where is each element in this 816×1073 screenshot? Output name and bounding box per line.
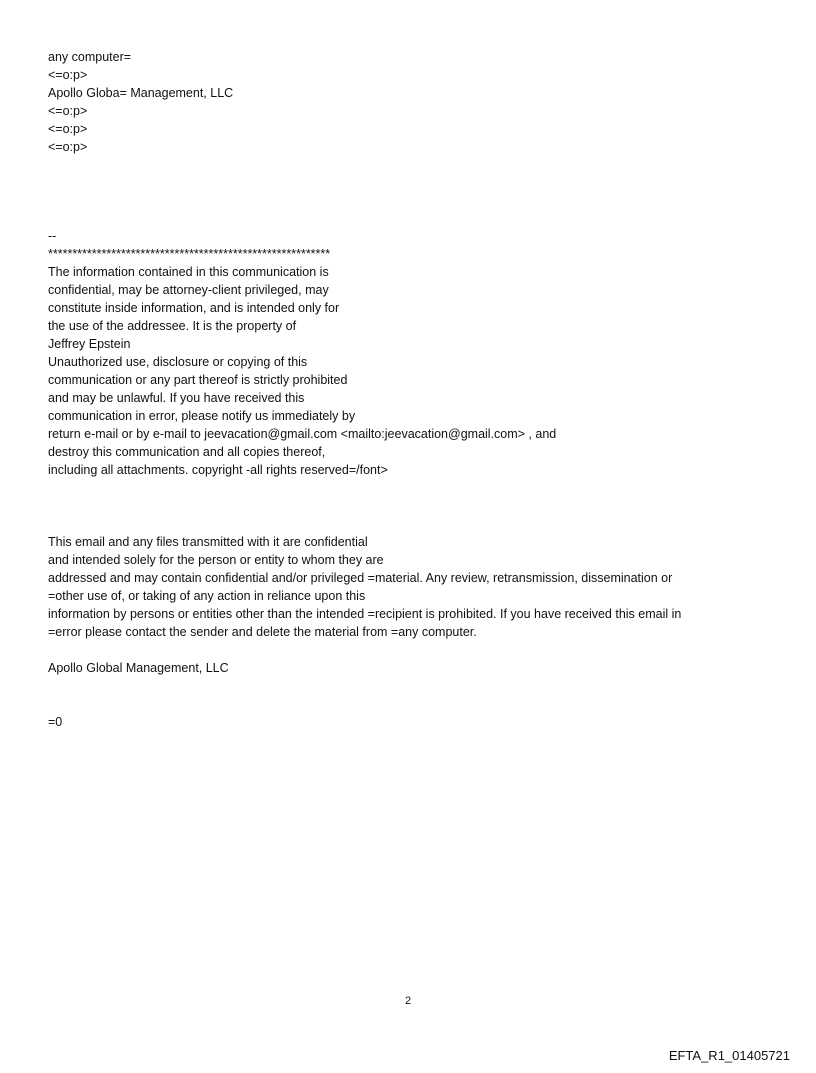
disclaimer-line: information by persons or entities other than the intended =recipient is prohibited. If you have received this email in [48,607,682,621]
text-line: <=o:p> [48,140,88,154]
separator [48,227,330,263]
text-line: Apollo Globa= Management, LLC [48,86,234,100]
top-fragment [48,48,233,156]
notice-line: The information contained in this communication is [48,265,329,279]
notice-line: including all attachments. copyright -all rights reserved=/font> [48,463,388,477]
company-name [48,659,229,677]
disclaimer-line: and intended solely for the person or entity to whom they are [48,553,384,567]
confidential-notice [48,263,556,479]
separator-dash: -- [48,229,57,243]
notice-line: Unauthorized use, disclosure or copying of this [48,355,308,369]
notice-line-email: return e-mail or by e-mail to jeevacation@gmail.com <mailto:jeevacation@gmail.com> , and [48,427,557,441]
trailing-text-value: =0 [48,715,63,729]
disclaimer-line: addressed and may contain confidential and/or privileged =material. Any review, retransmission, dissemination or [48,571,673,585]
disclaimer-line: This email and any files transmitted with it are confidential [48,535,368,549]
notice-line: communication in error, please notify us immediately by [48,409,356,423]
notice-line: destroy this communication and all copies thereof, [48,445,326,459]
email-disclaimer [48,533,681,641]
notice-line: confidential, may be attorney-client privileged, may [48,283,329,297]
notice-line: the use of the addressee. It is the property of [48,319,297,333]
text-line: <=o:p> [48,104,88,118]
disclaimer-line: =other use of, or taking of any action in reliance upon this [48,589,366,603]
document-id: EFTA_R1_01405721 [668,1048,790,1063]
text-line: <=o:p> [48,122,88,136]
separator-asterisks: ********************************************************** [48,247,331,261]
notice-line: Jeffrey Epstein [48,337,131,351]
notice-line: communication or any part thereof is strictly prohibited [48,373,348,387]
company-name-text: Apollo Global Management, LLC [48,661,229,675]
text-line: any computer= [48,50,132,64]
notice-line: constitute inside information, and is intended only for [48,301,340,315]
notice-line: and may be unlawful. If you have received this [48,391,305,405]
text-line: <=o:p> [48,68,88,82]
disclaimer-line: =error please contact the sender and delete the material from =any computer. [48,625,477,639]
page-number: 2 [404,995,412,1007]
trailing-text [48,713,62,731]
